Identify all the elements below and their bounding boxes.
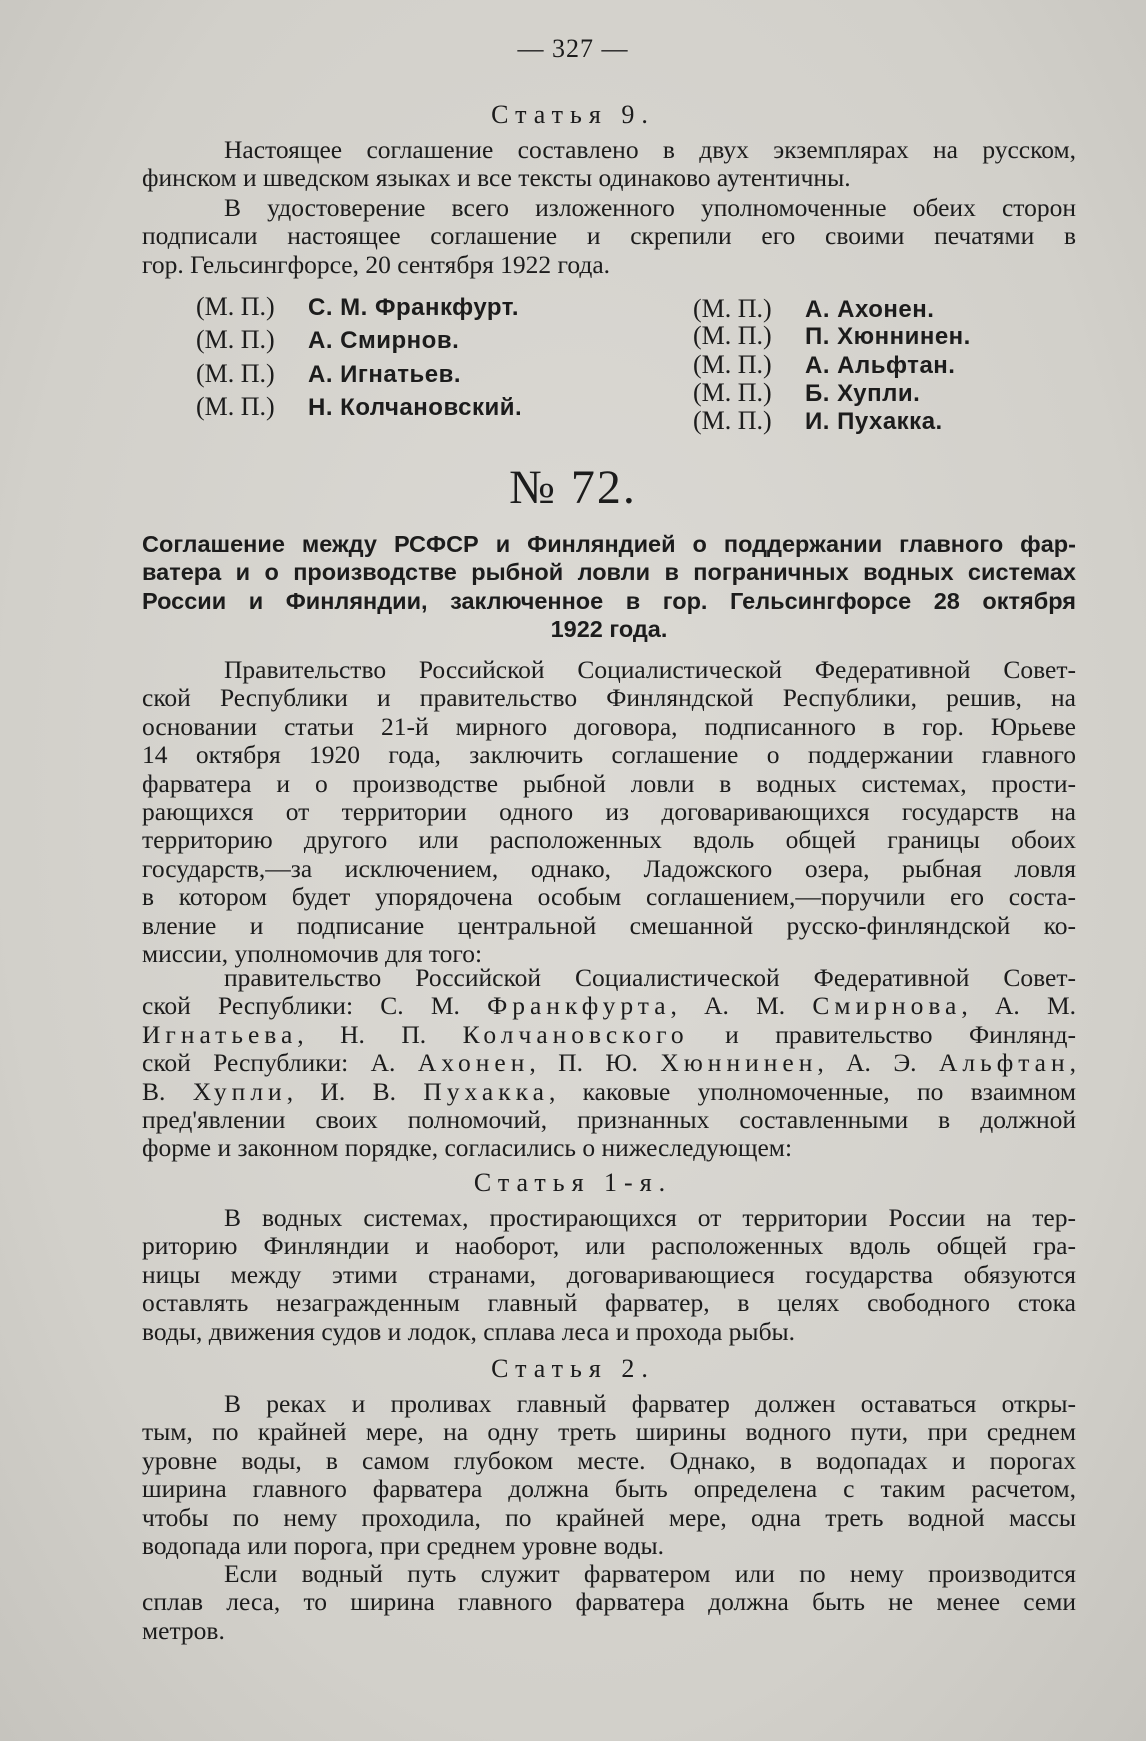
text-line: Правительство Российской Социалистической Федеративной Совет- (224, 655, 1076, 684)
text-line: В реках и проливах главный фарватер должен оставаться откры- (224, 1389, 1076, 1418)
text-run: , А. Э. (817, 1048, 939, 1078)
text-run: В. (142, 1076, 193, 1106)
article-2-paragraph-1 (142, 1390, 1076, 1560)
spaced-name: Хюннинен (660, 1048, 818, 1078)
signatory-name: П. Хюннинен. (805, 323, 971, 350)
text-line: рающихся от территории одного из договаривающихся государств на (142, 797, 1076, 827)
spaced-name: Франкфурта (487, 991, 671, 1021)
signatory-name: А. Смирнов. (308, 327, 460, 354)
text-run: форме и законном порядке, согласились о нижеследующем: (142, 1133, 793, 1163)
spaced-name: Смирнова (812, 991, 962, 1021)
text-line: вление и подписание центральной смешанной русско-финляндской ко- (142, 910, 1076, 940)
text-run: , Н. П. (297, 1019, 463, 1049)
seal-mark: (М. П.) (196, 392, 275, 421)
text-line: Если водный путь служит фарватером или по нему производится (224, 1559, 1076, 1588)
text-line: Настоящее соглашение составлено в двух экземплярах на русском, (224, 135, 1076, 164)
text-line: ской Республики и правительство Финляндской Республики, решив, на (142, 683, 1076, 713)
text-line: сплав леса, то ширина главного фарватера должна быть не менее семи (142, 1587, 1076, 1617)
article-9-paragraph-1 (142, 136, 1076, 193)
text-line: территорию другого или расположенных вдоль общей границы обоих (142, 825, 1076, 855)
text-line (142, 1078, 1076, 1106)
text-run: , А. М. (961, 991, 1077, 1021)
article-2-paragraph-2 (142, 1560, 1076, 1645)
text-line: основании статьи 21-й мирного договора, подписанного в гор. Юрьеве (142, 711, 1076, 741)
signature-left-1 (196, 292, 519, 322)
signatory-name: Н. Колчановский. (308, 394, 523, 421)
text-line: метров. (142, 1615, 225, 1645)
spaced-name: Ахонен (417, 1048, 530, 1078)
text-run: пред'явлении своих полномочий, признанных составленными в должной (142, 1105, 1076, 1135)
text-line: подписали настоящее соглашение и скрепили его своими печатями в (142, 221, 1076, 251)
signatory-name: С. М. Франкфурт. (308, 294, 520, 321)
signatory-name: А. Игнатьев. (308, 361, 462, 388)
text-line: фарватера и о производстве рыбной ловли в водных системах, прости- (142, 768, 1076, 798)
text-line: уровне воды, в самом глубоком месте. Однако, в водопадах и порогах (142, 1445, 1076, 1475)
document-subject (142, 530, 1076, 644)
signature-right-4 (693, 378, 920, 408)
text-run: правительство Российской Социалистической Федеративной Совет- (224, 963, 1076, 992)
seal-mark: (М. П.) (693, 378, 772, 407)
article-2-heading: Статья 2. (491, 1354, 655, 1383)
seal-mark: (М. П.) (693, 321, 772, 350)
signature-left-3 (196, 359, 461, 389)
seal-mark: (М. П.) (196, 325, 275, 354)
text-line (142, 1049, 1076, 1077)
text-run: и правительство Финлянд- (688, 1019, 1076, 1049)
signatory-name: А. Ахонен. (805, 296, 935, 323)
text-run: ской Республики: С. М. (142, 991, 488, 1021)
text-line: риторию Финляндии и наоборот, или расположенных вдоль общей гра- (142, 1231, 1076, 1261)
signatory-name: Б. Хупли. (805, 380, 921, 407)
text-line: чтобы по нему проходила, по крайней мере, одна треть водной массы (142, 1502, 1076, 1532)
spaced-name: Пухакка (423, 1076, 549, 1106)
article-1-heading: Статья 1-я. (473, 1168, 673, 1197)
text-line (142, 1021, 1076, 1049)
signatory-name: А. Альфтан. (805, 352, 956, 379)
text-run: , каковые уполномоченные, по взаимном (548, 1076, 1076, 1106)
text-line (142, 992, 1076, 1020)
text-run: , И. В. (286, 1076, 424, 1106)
seal-mark: (М. П.) (693, 294, 772, 323)
document-number: № 72. (509, 461, 637, 514)
text-line: 14 октября 1920 года, заключить соглашение о поддержании главного (142, 740, 1076, 770)
seal-mark: (М. П.) (196, 359, 275, 388)
text-line: ницы между этими странами, договаривающиеся государства обязуются (142, 1259, 1076, 1289)
spaced-name: Альфтан (938, 1048, 1070, 1078)
signature-right-1 (693, 294, 934, 324)
spaced-name: Хупли (192, 1076, 287, 1106)
text-line: гор. Гельсингфорсе, 20 сентября 1922 года. (142, 249, 611, 279)
signature-right-2 (693, 321, 971, 351)
page-number: — 327 — (517, 34, 629, 63)
signature-right-5 (693, 406, 943, 436)
text-line: финском и шведском языках и все тексты одинаково аутентичны. (142, 163, 851, 193)
plenipotentiaries-paragraph (142, 964, 1076, 1163)
subject-line: Соглашение между РСФСР и Финляндией о поддержании главного фар- (142, 531, 1076, 557)
article-1-paragraph (142, 1204, 1076, 1346)
text-line: В водных системах, простирающихся от территории России на тер- (224, 1203, 1076, 1232)
seal-mark: (М. П.) (693, 406, 772, 435)
spaced-name: Колчановского (462, 1019, 689, 1049)
text-line (142, 964, 1076, 992)
subject-line: России и Финляндии, заключенное в гор. Гельсингфорсе 28 октября (142, 587, 1076, 614)
article-9-paragraph-2 (142, 194, 1076, 279)
signature-right-3 (693, 350, 955, 380)
signature-left-2 (196, 325, 459, 355)
text-run: , А. М. (670, 991, 813, 1021)
preamble-paragraph (142, 656, 1076, 968)
signature-left-4 (196, 392, 522, 422)
text-line: в котором будет упорядочена особым соглашением,—поручили его соста- (142, 882, 1076, 912)
seal-mark: (М. П.) (693, 350, 772, 379)
text-line: воды, движения судов и лодок, сплава леса и прохода рыбы. (142, 1316, 796, 1346)
text-run: ской Республики: А. (142, 1048, 418, 1078)
signatory-name: И. Пухакка. (805, 408, 943, 435)
text-line: В удостоверение всего изложенного уполномоченные обеих сторон (224, 193, 1076, 222)
text-run: , П. Ю. (529, 1048, 661, 1078)
text-line (142, 1106, 1076, 1134)
seal-mark: (М. П.) (196, 292, 275, 321)
text-run: , (1069, 1048, 1077, 1078)
text-line (142, 1134, 1076, 1162)
spaced-name: Игнатьева (142, 1019, 298, 1049)
article-9-heading: Статья 9. (491, 100, 655, 129)
text-line: оставлять незагражденным главный фарватер, в целях свободного стока (142, 1288, 1076, 1318)
text-line: тым, по крайней мере, на одну треть ширины водного пути, при среднем (142, 1417, 1076, 1447)
text-line: водопада или порога, при среднем уровне воды. (142, 1531, 664, 1561)
subject-line: ватера и о производстве рыбной ловли в пограничных водных системах (142, 559, 1076, 586)
subject-line: 1922 года. (550, 616, 668, 643)
text-line: ширина главного фарватера должна быть определена с таким расчетом, (142, 1474, 1076, 1504)
text-line: миссии, уполномочив для того: (142, 939, 483, 969)
text-line: государств,—за исключением, однако, Ладожского озера, рыбная ловля (142, 853, 1076, 883)
